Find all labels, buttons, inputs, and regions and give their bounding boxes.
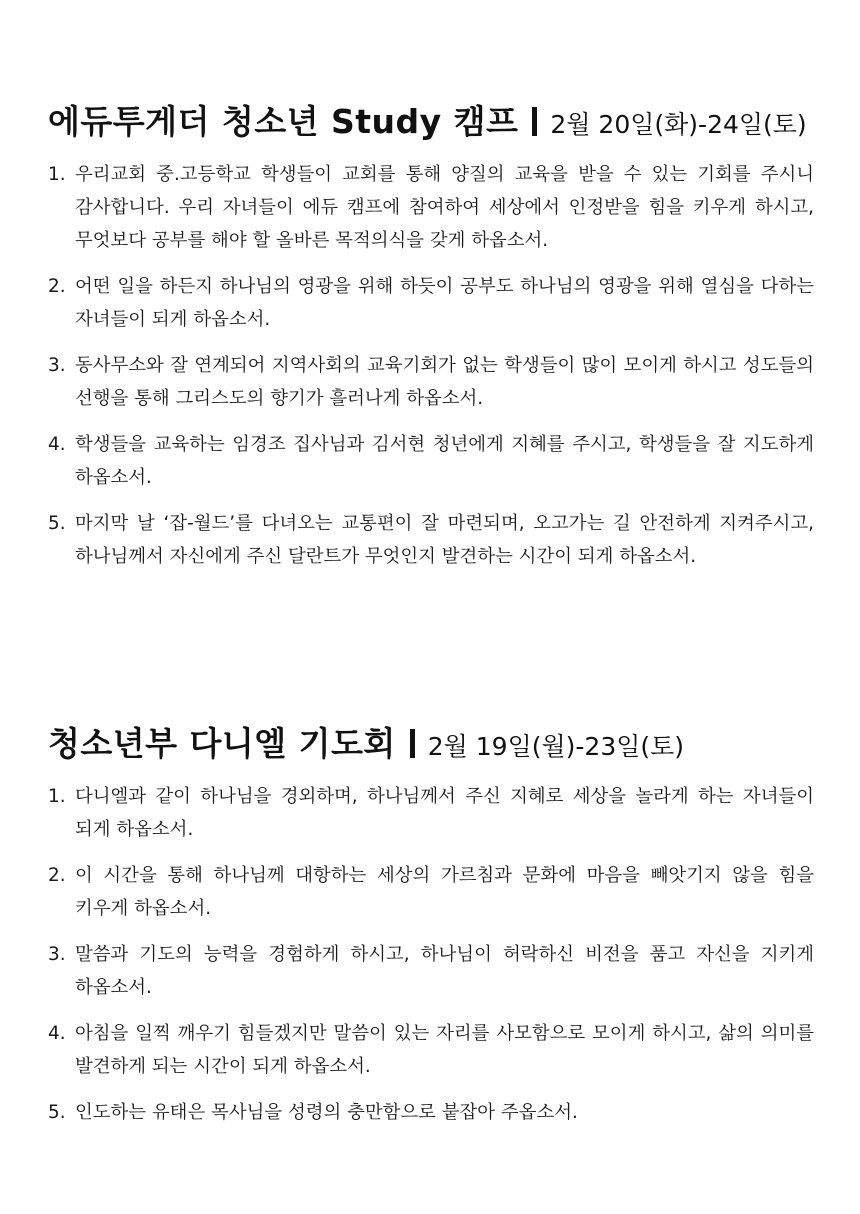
title-separator-bar: [410, 729, 415, 758]
prayer-item-text: 동사무소와 잘 연계되어 지역사회의 교육기회가 없는 학생들이 많이 모이게 하시고 성도들의 선행을 통해 그리스도의 향기가 흘러나게 하옵소서.: [75, 355, 814, 409]
prayer-item: [48, 428, 814, 494]
prayer-item-number: 4.: [48, 1023, 66, 1044]
prayer-item-number: 2.: [48, 276, 66, 297]
section-title: 청소년부 다니엘 기도회: [48, 724, 396, 763]
section-date: 2월 20일(화)-24일(토): [550, 110, 807, 139]
prayer-item: [48, 349, 814, 415]
prayer-item-number: 4.: [48, 434, 66, 455]
prayer-item: [48, 507, 814, 573]
prayer-item-number: 1.: [48, 786, 66, 807]
prayer-item-text: 인도하는 유태은 목사님을 성령의 충만함으로 붙잡아 주옵소서.: [75, 1102, 578, 1123]
section-heading: [48, 718, 814, 770]
prayer-item: [48, 1017, 814, 1083]
prayer-item-number: 2.: [48, 865, 66, 886]
title-separator-bar: [532, 107, 537, 136]
prayer-item-text: 다니엘과 같이 하나님을 경외하며, 하나님께서 주신 지혜로 세상을 놀라게 하는 자녀들이 되게 하옵소서.: [75, 786, 814, 840]
prayer-item-text: 마지막 날 ‘잡-월드’를 다녀오는 교통편이 잘 마련되며, 오고가는 길 안전하게 지켜주시고, 하나님께서 자신에게 주신 달란트가 무엇인지 발견하는 시간이 되게 하옵소서.: [75, 513, 814, 567]
prayer-item-text: 이 시간을 통해 하나님께 대항하는 세상의 가르침과 문화에 마음을 빼앗기지 않을 힘을 키우게 하옵소서.: [75, 865, 814, 919]
prayer-item: [48, 270, 814, 336]
prayer-item: [48, 859, 814, 925]
prayer-item: [48, 158, 814, 257]
prayer-item-text: 학생들을 교육하는 임경조 집사님과 김서현 청년에게 지혜를 주시고, 학생들을 잘 지도하게 하옵소서.: [75, 434, 814, 488]
prayer-item-number: 1.: [48, 164, 66, 185]
prayer-item-text: 아침을 일찍 깨우기 힘들겠지만 말씀이 있는 자리를 사모함으로 모이게 하시고, 삶의 의미를 발견하게 되는 시간이 되게 하옵소서.: [75, 1023, 814, 1077]
prayer-list: [48, 158, 814, 573]
prayer-item-number: 5.: [48, 1102, 66, 1123]
daniel-prayer-section: [48, 718, 814, 1142]
section-title: 에듀투게더 청소년 Study 캠프: [48, 102, 519, 141]
section-heading: [48, 96, 814, 148]
prayer-item-number: 3.: [48, 355, 66, 376]
prayer-item: [48, 780, 814, 846]
study-camp-section: [48, 96, 814, 586]
prayer-item-text: 어떤 일을 하든지 하나님의 영광을 위해 하듯이 공부도 하나님의 영광을 위해 열심을 다하는 자녀들이 되게 하옵소서.: [75, 276, 814, 330]
prayer-item-text: 말씀과 기도의 능력을 경험하게 하시고, 하나님이 허락하신 비전을 품고 자신을 지키게 하옵소서.: [75, 944, 814, 998]
prayer-item-text: 우리교회 중.고등학교 학생들이 교회를 통해 양질의 교육을 받을 수 있는 기회를 주시니 감사합니다. 우리 자녀들이 에듀 캠프에 참여하여 세상에서 인정받을 힘을 키우게 하시고, 무엇보다 공부를 해야 할 올바른 목적의식을 갖게 하옵소서.: [75, 164, 814, 251]
prayer-list: [48, 780, 814, 1129]
prayer-item: [48, 938, 814, 1004]
prayer-item-number: 3.: [48, 944, 66, 965]
prayer-item-number: 5.: [48, 513, 66, 534]
section-date: 2월 19일(월)-23일(토): [427, 732, 685, 761]
prayer-item: [48, 1096, 814, 1129]
